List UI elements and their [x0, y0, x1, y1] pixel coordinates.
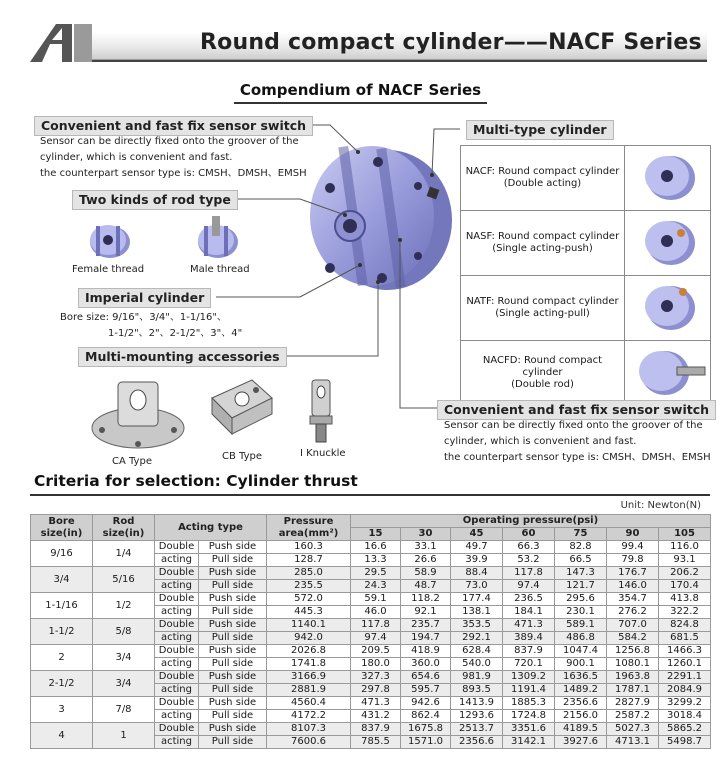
female-thread-caption: Female thread: [72, 264, 145, 275]
nacfd-image: [625, 341, 710, 401]
bore-size-cell: 1-1/2: [31, 619, 93, 645]
area-cell: 1741.8: [267, 658, 351, 671]
thrust-cell: 59.1: [351, 593, 401, 606]
rod-size-cell: 3/4: [93, 645, 155, 671]
thrust-cell: 4189.5: [555, 723, 607, 736]
thrust-cell: 628.4: [451, 645, 503, 658]
multi-type-table: [460, 145, 711, 406]
psi-header: 60: [503, 528, 555, 541]
thrust-cell: 206.2: [659, 567, 711, 580]
cb-type-image: [202, 368, 282, 448]
thrust-cell: 292.1: [451, 632, 503, 645]
cb-type-caption: CB Type: [222, 451, 262, 462]
table-row: [31, 723, 711, 736]
area-cell: 8107.3: [267, 723, 351, 736]
thrust-cell: 138.1: [451, 606, 503, 619]
i-knuckle-image: [306, 378, 336, 444]
thrust-cell: 471.3: [351, 697, 401, 710]
thrust-cell: 1724.8: [503, 710, 555, 723]
thrust-cell: 5865.2: [659, 723, 711, 736]
side-cell: Pull side: [199, 658, 267, 671]
mounting-accessories-title: Multi-mounting accessories: [78, 347, 287, 367]
thrust-cell: 837.9: [351, 723, 401, 736]
thrust-cell: 3142.1: [503, 736, 555, 749]
thrust-cell: 327.3: [351, 671, 401, 684]
thrust-cell: 5498.7: [659, 736, 711, 749]
thrust-cell: 236.5: [503, 593, 555, 606]
area-cell: 572.0: [267, 593, 351, 606]
side-cell: Pull side: [199, 632, 267, 645]
area-cell: 2026.8: [267, 645, 351, 658]
side-cell: Push side: [199, 697, 267, 710]
thrust-cell: 1413.9: [451, 697, 503, 710]
thrust-cell: 24.3: [351, 580, 401, 593]
thrust-cell: 146.0: [607, 580, 659, 593]
multi-type-title: Multi-type cylinder: [466, 120, 614, 140]
thrust-cell: 46.0: [351, 606, 401, 619]
thrust-cell: 5027.3: [607, 723, 659, 736]
acting-cell: Double: [155, 593, 199, 606]
thrust-cell: 93.1: [659, 554, 711, 567]
area-cell: 285.0: [267, 567, 351, 580]
imperial-cylinder-title: Imperial cylinder: [78, 288, 211, 308]
thrust-cell: 97.4: [351, 632, 401, 645]
side-cell: Push side: [199, 671, 267, 684]
thrust-cell: 4713.1: [607, 736, 659, 749]
rod-header: Rod size(in): [93, 515, 155, 541]
thrust-cell: 354.7: [607, 593, 659, 606]
bore-size-cell: 4: [31, 723, 93, 749]
thrust-cell: 2827.9: [607, 697, 659, 710]
thrust-cell: 413.8: [659, 593, 711, 606]
sensor-desc-line2: cylinder, which is convenient and fast.: [40, 152, 233, 163]
thrust-cell: 99.4: [607, 541, 659, 554]
thrust-cell: 177.4: [451, 593, 503, 606]
sensor-bottom-line2: cylinder, which is convenient and fast.: [444, 436, 637, 447]
rod-size-cell: 5/8: [93, 619, 155, 645]
rod-type-title: Two kinds of rod type: [72, 190, 238, 210]
thrust-cell: 297.8: [351, 684, 401, 697]
compendium-title: Compendium of NACF Series: [0, 81, 721, 104]
area-cell: 7600.6: [267, 736, 351, 749]
acting-cell: acting: [155, 658, 199, 671]
thrust-cell: 73.0: [451, 580, 503, 593]
table-row: [31, 593, 711, 606]
side-cell: Push side: [199, 593, 267, 606]
side-cell: Push side: [199, 541, 267, 554]
thrust-cell: 1466.3: [659, 645, 711, 658]
table-row: [31, 671, 711, 684]
sensor-switch-title-bottom: Convenient and fast fix sensor switch: [437, 400, 716, 420]
area-cell: 942.0: [267, 632, 351, 645]
acting-cell: Double: [155, 671, 199, 684]
thrust-cell: 66.3: [503, 541, 555, 554]
thrust-cell: 16.6: [351, 541, 401, 554]
operating-pressure-header: Operating pressure(psi): [351, 515, 711, 528]
acting-cell: acting: [155, 580, 199, 593]
thrust-cell: 2084.9: [659, 684, 711, 697]
thrust-cell: 26.6: [401, 554, 451, 567]
thrust-cell: 66.5: [555, 554, 607, 567]
thrust-cell: 1571.0: [401, 736, 451, 749]
area-cell: 1140.1: [267, 619, 351, 632]
bore-sizes-line1: Bore size: 9/16"、3/4"、1-1/16"、: [60, 312, 227, 323]
pressure-area-header: Pressure area(mm²): [267, 515, 351, 541]
acting-cell: acting: [155, 684, 199, 697]
thrust-cell: 981.9: [451, 671, 503, 684]
acting-cell: acting: [155, 710, 199, 723]
thrust-cell: 13.3: [351, 554, 401, 567]
thrust-cell: 235.7: [401, 619, 451, 632]
thrust-cell: 589.1: [555, 619, 607, 632]
thrust-cell: 837.9: [503, 645, 555, 658]
thrust-cell: 2291.1: [659, 671, 711, 684]
thrust-cell: 707.0: [607, 619, 659, 632]
psi-header: 75: [555, 528, 607, 541]
sensor-bottom-line3: the counterpart sensor type is: CMSH、DMSH、EMSH: [444, 452, 711, 463]
thrust-cell: 295.6: [555, 593, 607, 606]
thrust-cell: 471.3: [503, 619, 555, 632]
thrust-cell: 1963.8: [607, 671, 659, 684]
area-cell: 3166.9: [267, 671, 351, 684]
thrust-cell: 942.6: [401, 697, 451, 710]
bore-size-cell: 2-1/2: [31, 671, 93, 697]
thrust-cell: 230.1: [555, 606, 607, 619]
bore-size-cell: 9/16: [31, 541, 93, 567]
thrust-cell: 1047.4: [555, 645, 607, 658]
rod-size-cell: 1/4: [93, 541, 155, 567]
rod-size-cell: 7/8: [93, 697, 155, 723]
thrust-cell: 720.1: [503, 658, 555, 671]
thrust-cell: 276.2: [607, 606, 659, 619]
area-cell: 2881.9: [267, 684, 351, 697]
thrust-cell: 360.0: [401, 658, 451, 671]
thrust-cell: 2356.6: [555, 697, 607, 710]
rod-size-cell: 5/16: [93, 567, 155, 593]
rod-size-cell: 1/2: [93, 593, 155, 619]
thrust-cell: 209.5: [351, 645, 401, 658]
thrust-cell: 486.8: [555, 632, 607, 645]
thrust-cell: 1885.3: [503, 697, 555, 710]
thrust-cell: 785.5: [351, 736, 401, 749]
thrust-cell: 88.4: [451, 567, 503, 580]
side-cell: Push side: [199, 645, 267, 658]
side-cell: Pull side: [199, 710, 267, 723]
nacf-image: [625, 146, 710, 206]
thrust-cell: 1191.4: [503, 684, 555, 697]
table-row: [31, 541, 711, 554]
thrust-cell: 121.7: [555, 580, 607, 593]
bore-sizes-line2: 1-1/2"、2"、2-1/2"、3"、4": [108, 328, 243, 339]
table-row: [31, 567, 711, 580]
thrust-cell: 353.5: [451, 619, 503, 632]
thrust-cell: 1080.1: [607, 658, 659, 671]
side-cell: Pull side: [199, 736, 267, 749]
thrust-cell: 1675.8: [401, 723, 451, 736]
side-cell: Pull side: [199, 580, 267, 593]
thrust-cell: 1293.6: [451, 710, 503, 723]
acting-cell: acting: [155, 606, 199, 619]
thrust-cell: 39.9: [451, 554, 503, 567]
criteria-title: Criteria for selection: Cylinder thrust: [34, 472, 358, 490]
thrust-cell: 117.8: [351, 619, 401, 632]
thrust-cell: 893.5: [451, 684, 503, 697]
side-cell: Pull side: [199, 684, 267, 697]
thrust-cell: 862.4: [401, 710, 451, 723]
unit-label: Unit: Newton(N): [620, 500, 701, 511]
table-row: [31, 697, 711, 710]
side-cell: Push side: [199, 723, 267, 736]
thrust-cell: 82.8: [555, 541, 607, 554]
thrust-cell: 1260.1: [659, 658, 711, 671]
multi-type-row: NATF: Round compact cylinder (Single acting-pull): [461, 276, 625, 341]
nasf-image: [625, 211, 710, 271]
male-thread-image: [196, 214, 240, 260]
side-cell: Push side: [199, 567, 267, 580]
thrust-cell: 48.7: [401, 580, 451, 593]
thrust-cell: 1309.2: [503, 671, 555, 684]
page-title: Round compact cylinder——NACF Series: [200, 30, 702, 55]
thrust-cell: 58.9: [401, 567, 451, 580]
bore-size-cell: 3: [31, 697, 93, 723]
bore-size-cell: 3/4: [31, 567, 93, 593]
acting-cell: acting: [155, 632, 199, 645]
area-cell: 160.3: [267, 541, 351, 554]
acting-type-header: Acting type: [155, 515, 267, 541]
thrust-cell: 431.2: [351, 710, 401, 723]
psi-header: 15: [351, 528, 401, 541]
bore-size-cell: 2: [31, 645, 93, 671]
multi-type-row: NACFD: Round compact cylinder (Double rod): [461, 341, 625, 406]
psi-header: 45: [451, 528, 503, 541]
thrust-cell: 116.0: [659, 541, 711, 554]
rod-size-cell: 1: [93, 723, 155, 749]
thrust-cell: 118.2: [401, 593, 451, 606]
male-thread-caption: Male thread: [190, 264, 250, 275]
rod-size-cell: 3/4: [93, 671, 155, 697]
thrust-cell: 654.6: [401, 671, 451, 684]
psi-header: 30: [401, 528, 451, 541]
area-cell: 235.5: [267, 580, 351, 593]
sensor-desc-line3: the counterpart sensor type is: CMSH、DMSH、EMSH: [40, 168, 307, 179]
thrust-cell: 2513.7: [451, 723, 503, 736]
thrust-cell: 418.9: [401, 645, 451, 658]
thrust-cell: 3018.4: [659, 710, 711, 723]
acting-cell: acting: [155, 736, 199, 749]
thrust-cell: 170.4: [659, 580, 711, 593]
thrust-cell: 49.7: [451, 541, 503, 554]
thrust-cell: 900.1: [555, 658, 607, 671]
female-thread-image: [88, 220, 132, 260]
thrust-cell: 1256.8: [607, 645, 659, 658]
area-cell: 445.3: [267, 606, 351, 619]
acting-cell: Double: [155, 619, 199, 632]
thrust-cell: 322.2: [659, 606, 711, 619]
thrust-cell: 3351.6: [503, 723, 555, 736]
thrust-cell: 1489.2: [555, 684, 607, 697]
thrust-cell: 97.4: [503, 580, 555, 593]
thrust-table: [30, 514, 711, 749]
thrust-cell: 3927.6: [555, 736, 607, 749]
side-cell: Pull side: [199, 554, 267, 567]
acting-cell: Double: [155, 723, 199, 736]
thrust-cell: 824.8: [659, 619, 711, 632]
thrust-cell: 117.8: [503, 567, 555, 580]
sensor-desc-line1: Sensor can be directly fixed onto the groover of the: [40, 136, 299, 147]
thrust-cell: 1636.5: [555, 671, 607, 684]
thrust-cell: 180.0: [351, 658, 401, 671]
criteria-rule: [30, 494, 710, 496]
thrust-cell: 595.7: [401, 684, 451, 697]
ca-type-image: [88, 372, 188, 452]
thrust-cell: 29.5: [351, 567, 401, 580]
thrust-cell: 540.0: [451, 658, 503, 671]
thrust-cell: 176.7: [607, 567, 659, 580]
side-cell: Pull side: [199, 606, 267, 619]
bore-size-cell: 1-1/16: [31, 593, 93, 619]
thrust-cell: 584.2: [607, 632, 659, 645]
multi-type-row: NACF: Round compact cylinder (Double acting): [461, 146, 625, 211]
acting-cell: Double: [155, 697, 199, 710]
table-row: [31, 619, 711, 632]
thrust-cell: 184.1: [503, 606, 555, 619]
thrust-cell: 681.5: [659, 632, 711, 645]
acting-cell: Double: [155, 645, 199, 658]
thrust-cell: 3299.2: [659, 697, 711, 710]
thrust-cell: 33.1: [401, 541, 451, 554]
area-cell: 4560.4: [267, 697, 351, 710]
thrust-cell: 53.2: [503, 554, 555, 567]
acting-cell: Double: [155, 541, 199, 554]
thrust-cell: 389.4: [503, 632, 555, 645]
table-row: [31, 645, 711, 658]
thrust-cell: 194.7: [401, 632, 451, 645]
thrust-cell: 147.3: [555, 567, 607, 580]
natf-image: [625, 276, 710, 336]
psi-header: 90: [607, 528, 659, 541]
acting-cell: Double: [155, 567, 199, 580]
psi-header: 105: [659, 528, 711, 541]
thrust-cell: 92.1: [401, 606, 451, 619]
ca-type-caption: CA Type: [112, 456, 152, 467]
acting-cell: acting: [155, 554, 199, 567]
i-knuckle-caption: I Knuckle: [300, 448, 346, 459]
bore-header: Bore size(in): [31, 515, 93, 541]
sensor-bottom-line1: Sensor can be directly fixed onto the groover of the: [444, 420, 703, 431]
sensor-switch-title: Convenient and fast fix sensor switch: [34, 116, 313, 136]
area-cell: 4172.2: [267, 710, 351, 723]
thrust-cell: 2156.0: [555, 710, 607, 723]
side-cell: Push side: [199, 619, 267, 632]
area-cell: 128.7: [267, 554, 351, 567]
thrust-cell: 79.8: [607, 554, 659, 567]
multi-type-row: NASF: Round compact cylinder (Single acting-push): [461, 211, 625, 276]
thrust-cell: 2587.2: [607, 710, 659, 723]
thrust-cell: 1787.1: [607, 684, 659, 697]
thrust-cell: 2356.6: [451, 736, 503, 749]
